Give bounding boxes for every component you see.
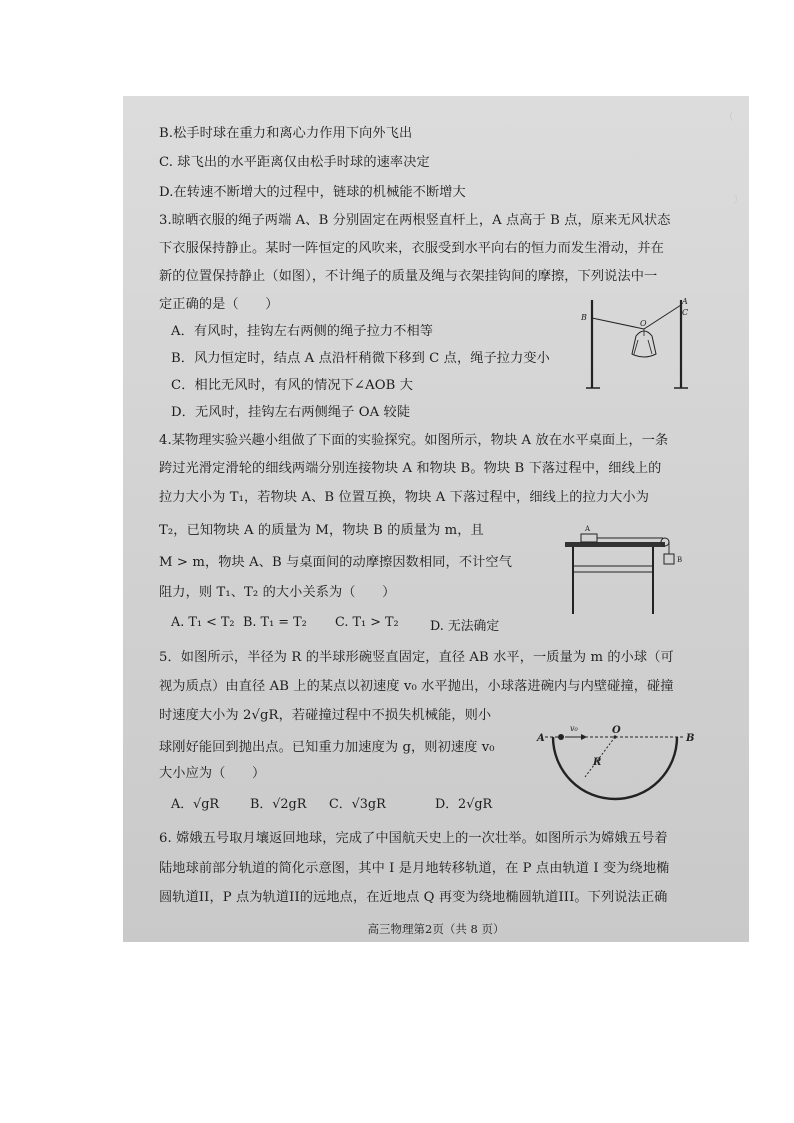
q3-clothesline-figure: [578, 296, 693, 391]
q4-stem-line-1: 4.某物理实验兴趣小组做了下面的实验探究。如图所示，物块 A 放在水平桌面上，一条: [159, 433, 669, 448]
q4-stem-line-4: T₂，已知物块 A 的质量为 M，物块 B 的质量为 m，且: [159, 523, 484, 538]
q3-stem-line-2: 下衣服保持静止。某时一阵恒定的风吹来，衣服受到水平向右的恒力而发生滑动，并在: [159, 241, 664, 256]
q5-stem-line-5: 大小应为（ ）: [159, 766, 266, 781]
q2-option-b: B.松手时球在重力和离心力作用下向外飞出: [159, 126, 413, 141]
q5-stem-line-2: 视为质点）由直径 AB 上的某点以初速度 v₀ 水平抛出，小球落进碗内与内壁碰撞，碰撞: [159, 679, 674, 694]
fig3-label-c: C: [682, 308, 689, 317]
q2-option-d: D.在转速不断增大的过程中，链球的机械能不断增大: [159, 185, 466, 200]
q5-option-c: C．√3gR: [329, 797, 386, 812]
fig5-label-o: O: [612, 725, 621, 736]
q6-stem-line-2: 陆地球前部分轨道的简化示意图，其中 I 是月地转移轨道，在 P 点由轨道 I 变为绕地椭: [159, 861, 670, 876]
page-footer: 高三物理第2页（共 8 页）: [367, 922, 505, 936]
fig5-label-a: A: [537, 733, 545, 744]
q4-stem-line-5: M > m，物块 A、B 与桌面间的动摩擦因数相同，不计空气: [159, 555, 512, 570]
fig4-label-b: B: [677, 556, 683, 564]
q5-option-b: B．√2gR: [250, 797, 307, 812]
fig4-label-a: A: [585, 525, 591, 533]
bleed-through-mark: （: [723, 110, 734, 123]
q4-stem-line-6: 阻力，则 T₁、T₂ 的大小关系为（ ）: [159, 585, 396, 600]
photographed-exam-page: [123, 96, 749, 942]
q5-stem-line-1: 5．如图所示，半径为 R 的半球形碗竖直固定，直径 AB 水平，一质量为 m 的小球（可: [159, 650, 674, 665]
q4-option-c: C. T₁ > T₂: [335, 615, 399, 630]
q5-stem-line-3: 时速度大小为 2√gR，若碰撞过程中不损失机械能，则小: [159, 708, 492, 723]
q3-stem-line-3: 新的位置保持静止（如图），不计绳子的质量及绳与衣架挂钩间的摩擦，下列说法中一: [159, 269, 658, 284]
fig3-label-b: B: [581, 313, 587, 322]
q5-option-d: D．2√gR: [435, 797, 493, 812]
q3-option-c: C．相比无风时，有风的情况下∠AOB 大: [171, 378, 413, 393]
q5-option-a: A．√gR: [171, 797, 220, 812]
fig3-label-a: A: [682, 297, 688, 306]
q4-pulley-table-figure: [555, 522, 695, 617]
q5-hemispherical-bowl-figure: [533, 721, 703, 801]
fig5-label-b: B: [686, 733, 695, 744]
q3-option-b: B．风力恒定时，结点 A 点沿杆稍微下移到 C 点，绳子拉力变小: [171, 351, 550, 366]
q6-stem-line-1: 6. 嫦娥五号取月壤返回地球，完成了中国航天史上的一次壮举。如图所示为嫦娥五号着: [159, 831, 668, 846]
fig5-label-r: R: [593, 757, 602, 768]
q3-stem-line-1: 3.晾晒衣服的绳子两端 A、B 分别固定在两根竖直杆上，A 点高于 B 点，原来无风状态: [159, 213, 671, 228]
q2-option-c: C. 球飞出的水平距离仅由松手时球的速率决定: [159, 155, 430, 170]
q3-option-a: A．有风时，挂钩左右两侧的绳子拉力不相等: [171, 324, 434, 339]
q5-stem-line-4: 球刚好能回到抛出点。已知重力加速度为 g，则初速度 v₀: [159, 740, 495, 755]
fig5-label-v0: v₀: [570, 724, 578, 733]
bleed-through-mark: ）: [733, 193, 744, 206]
q4-stem-line-3: 拉力大小为 T₁，若物块 A、B 位置互换，物块 A 下落过程中，细线上的拉力大小为: [159, 490, 649, 505]
q6-stem-line-3: 圆轨道II，P 点为轨道II的远地点，在近地点 Q 再变为绕地椭圆轨道III。下列说法正确: [159, 890, 668, 905]
q4-stem-line-2: 跨过光滑定滑轮的细线两端分别连接物块 A 和物块 B。物块 B 下落过程中，细线上的: [159, 461, 662, 476]
fig3-label-o: O: [640, 319, 647, 328]
q3-stem-line-4: 定正确的是（ ）: [159, 297, 279, 312]
q4-option-a: A. T₁ < T₂: [171, 615, 235, 630]
q4-option-d: D. 无法确定: [430, 619, 500, 634]
q3-option-d: D．无风时，挂钩左右两侧绳子 OA 较陡: [171, 405, 411, 420]
q4-option-b: B. T₁ = T₂: [243, 615, 307, 630]
